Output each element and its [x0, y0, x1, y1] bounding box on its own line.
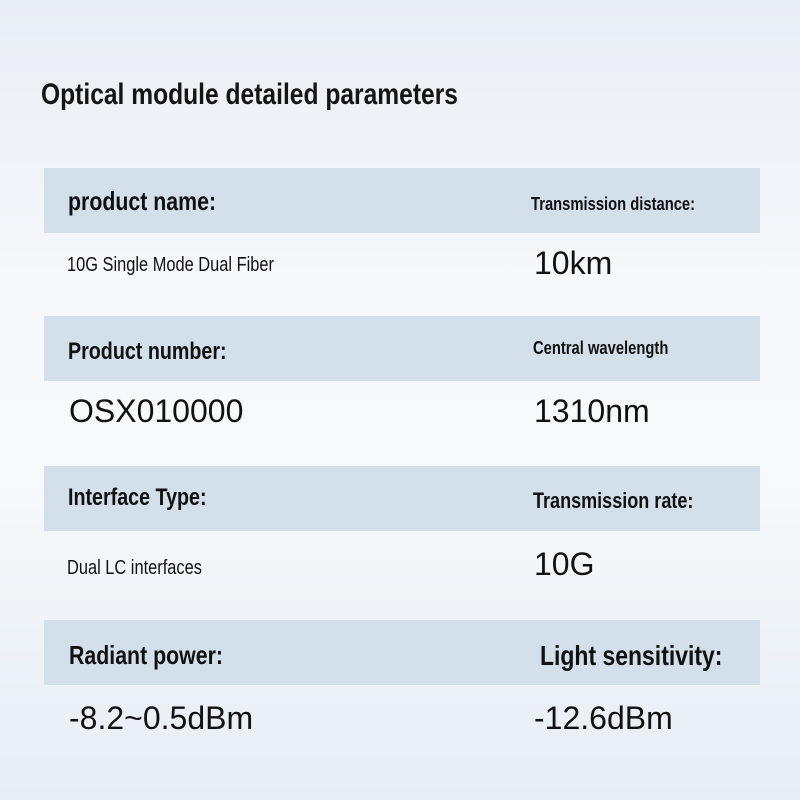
product-number-value: OSX010000 — [69, 393, 244, 429]
central-wavelength-label: Central wavelength — [533, 338, 669, 358]
transmission-rate-label: Transmission rate: — [533, 488, 694, 513]
transmission-distance-value: 10km — [534, 245, 613, 281]
light-sensitivity-value: -12.6dBm — [534, 700, 673, 736]
page-title: Optical module detailed parameters — [41, 78, 458, 111]
interface-type-label: Interface Type: — [68, 484, 207, 511]
radiant-power-value: -8.2~0.5dBm — [69, 700, 254, 736]
transmission-rate-value: 10G — [534, 546, 595, 582]
transmission-distance-label: Transmission distance: — [531, 194, 696, 214]
light-sensitivity-label: Light sensitivity: — [540, 640, 723, 671]
interface-type-value: Dual LC interfaces — [67, 557, 202, 579]
product-number-label: Product number: — [68, 338, 227, 365]
central-wavelength-value: 1310nm — [534, 393, 650, 429]
product-name-label: product name: — [68, 186, 217, 216]
product-name-value: 10G Single Mode Dual Fiber — [67, 254, 274, 276]
radiant-power-label: Radiant power: — [69, 640, 223, 670]
